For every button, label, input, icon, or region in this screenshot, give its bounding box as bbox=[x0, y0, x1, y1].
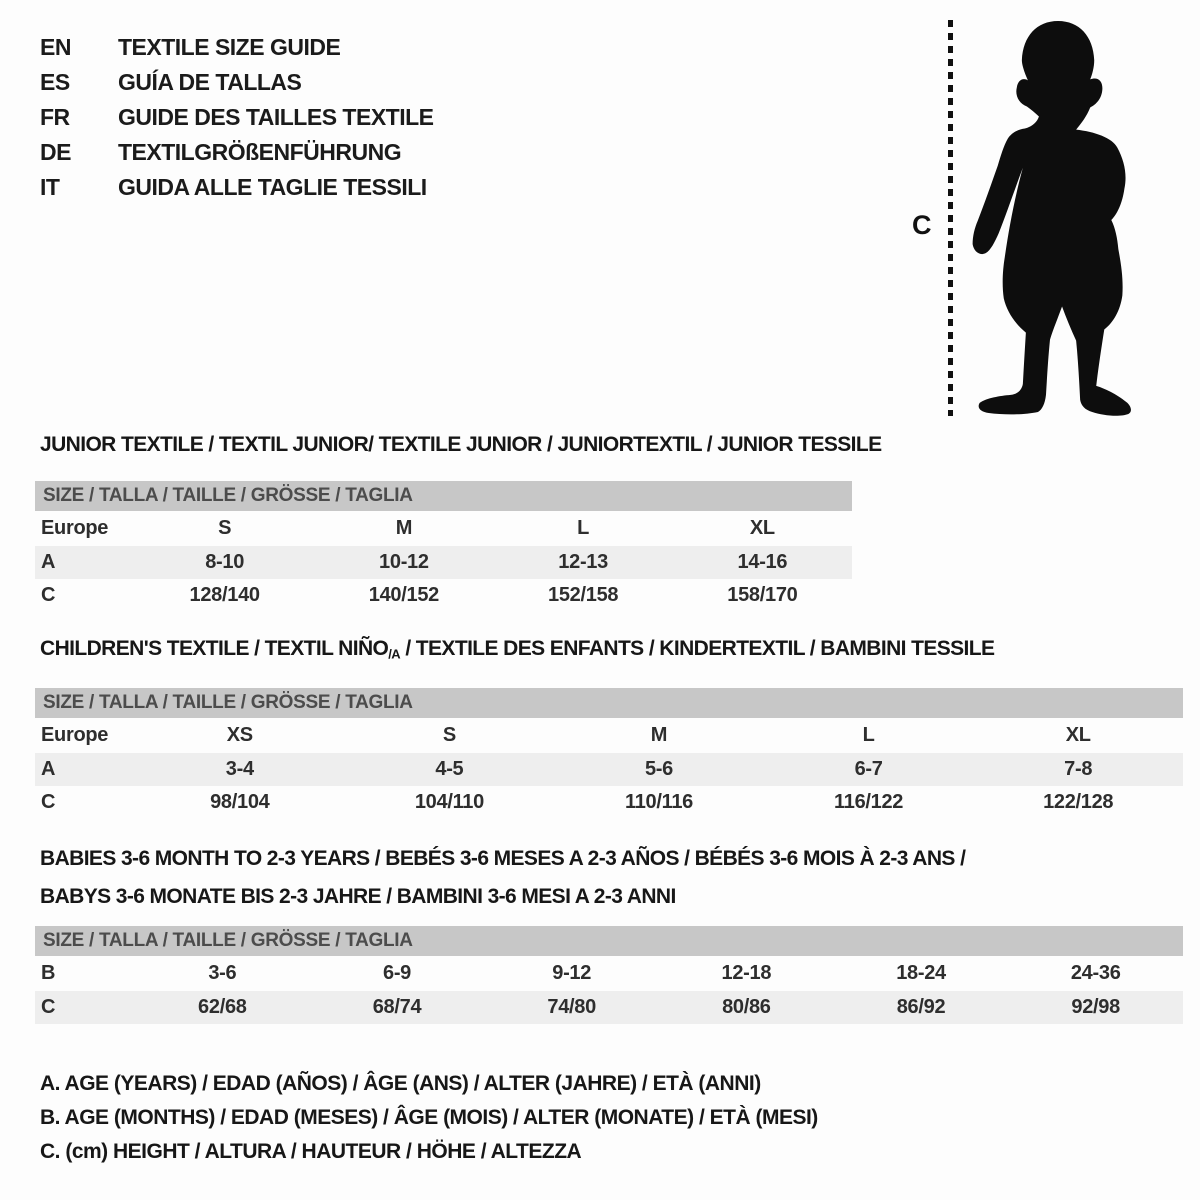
row-value: 12-18 bbox=[721, 962, 772, 984]
row-label: B bbox=[41, 962, 56, 984]
guide-title: GUIDA ALLE TAGLIE TESSILI bbox=[118, 174, 427, 200]
row-value: 128/140 bbox=[189, 584, 260, 606]
row-value: S bbox=[218, 517, 232, 539]
children-section-heading bbox=[40, 636, 994, 667]
guide-title: TEXTILGRÖßENFÜHRUNG bbox=[118, 139, 402, 165]
row-value: 104/110 bbox=[414, 791, 484, 813]
row-value: 4-5 bbox=[435, 758, 464, 780]
row-value: 5-6 bbox=[644, 758, 673, 780]
language-row bbox=[40, 135, 434, 170]
row-value: 12-13 bbox=[558, 551, 608, 573]
row-value: M bbox=[650, 724, 668, 746]
row-value: 10-12 bbox=[379, 551, 429, 573]
row-value: 9-12 bbox=[552, 962, 592, 984]
language-row bbox=[40, 30, 434, 65]
legend-age-years: A. AGE (YEARS) / EDAD (AÑOS) / ÂGE (ANS) / ALTER (JAHRE) / ETÀ (ANNI) bbox=[40, 1072, 761, 1095]
language-row bbox=[40, 170, 434, 205]
language-code: ES bbox=[40, 69, 70, 95]
row-value: 62/68 bbox=[198, 996, 247, 1018]
children-size-table bbox=[35, 688, 1183, 819]
table-row bbox=[35, 991, 1183, 1024]
row-label: C bbox=[41, 996, 56, 1018]
heading-subscript: /A bbox=[388, 646, 401, 662]
row-value: XS bbox=[226, 724, 253, 746]
row-value: 74/80 bbox=[547, 996, 596, 1018]
size-header-bar: SIZE / TALLA / TAILLE / GRÖSSE / TAGLIA bbox=[35, 481, 852, 511]
row-value: 7-8 bbox=[1064, 758, 1093, 780]
row-label: Europe bbox=[41, 517, 109, 539]
row-value: 14-16 bbox=[737, 551, 788, 573]
table-row bbox=[35, 786, 1183, 819]
row-value: 140/152 bbox=[368, 584, 439, 606]
heading-text: / TEXTILE DES ENFANTS / KINDERTEXTIL / BAMBINI TESSILE bbox=[400, 637, 995, 660]
language-row bbox=[40, 100, 434, 135]
row-value: 122/128 bbox=[1043, 791, 1114, 813]
row-value: XL bbox=[1065, 724, 1091, 746]
row-value: 3-4 bbox=[225, 758, 254, 780]
row-value: 24-36 bbox=[1070, 962, 1121, 984]
row-label: C bbox=[41, 791, 56, 813]
language-code: IT bbox=[40, 174, 60, 200]
row-value: S bbox=[442, 724, 456, 746]
table-row bbox=[35, 718, 1183, 753]
row-value: 92/98 bbox=[1071, 996, 1120, 1018]
row-label: A bbox=[41, 551, 56, 573]
row-value: L bbox=[862, 724, 875, 746]
row-value: 116/122 bbox=[834, 791, 904, 813]
row-value: 68/74 bbox=[372, 996, 422, 1018]
guide-title: GUIDE DES TAILLES TEXTILE bbox=[118, 104, 434, 130]
language-code: DE bbox=[40, 139, 71, 165]
table-row bbox=[35, 546, 852, 579]
language-code: EN bbox=[40, 34, 71, 60]
row-value: 8-10 bbox=[205, 551, 245, 573]
junior-size-table bbox=[35, 481, 852, 612]
babies-section-heading-line1: BABIES 3-6 MONTH TO 2-3 YEARS / BEBÉS 3-6 MESES A 2-3 AÑOS / BÉBÉS 3-6 MOIS À 2-3 ANS / bbox=[40, 847, 966, 870]
babies-section-heading-line2: BABYS 3-6 MONATE BIS 2-3 JAHRE / BAMBINI 3-6 MESI A 2-3 ANNI bbox=[40, 885, 676, 908]
row-value: 6-9 bbox=[383, 962, 412, 984]
language-title-list bbox=[40, 30, 434, 205]
row-value: 3-6 bbox=[208, 962, 237, 984]
row-label: A bbox=[41, 758, 56, 780]
table-row bbox=[35, 511, 852, 546]
table-rows bbox=[35, 718, 1183, 819]
guide-title: TEXTILE SIZE GUIDE bbox=[118, 34, 341, 60]
guide-title: GUÍA DE TALLAS bbox=[118, 69, 302, 95]
row-value: 152/158 bbox=[548, 584, 619, 606]
row-value: M bbox=[395, 517, 413, 539]
babies-size-table bbox=[35, 926, 1183, 1024]
language-row bbox=[40, 65, 434, 100]
table-rows bbox=[35, 956, 1183, 1024]
legend-age-months: B. AGE (MONTHS) / EDAD (MESES) / ÂGE (MOIS) / ALTER (MONATE) / ETÀ (MESI) bbox=[40, 1106, 818, 1129]
row-value: 86/92 bbox=[896, 996, 946, 1018]
table-row bbox=[35, 956, 1183, 991]
table-row bbox=[35, 753, 1183, 786]
legend-height-cm: C. (cm) HEIGHT / ALTURA / HAUTEUR / HÖHE / ALTEZZA bbox=[40, 1140, 582, 1163]
row-value: 6-7 bbox=[854, 758, 883, 780]
size-header-bar: SIZE / TALLA / TAILLE / GRÖSSE / TAGLIA bbox=[35, 688, 1183, 718]
heading-text: CHILDREN'S TEXTILE / TEXTIL NIÑO bbox=[40, 637, 389, 660]
row-value: 110/116 bbox=[624, 791, 693, 813]
size-header-bar: SIZE / TALLA / TAILLE / GRÖSSE / TAGLIA bbox=[35, 926, 1183, 956]
language-code: FR bbox=[40, 104, 70, 130]
toddler-silhouette-icon bbox=[962, 16, 1138, 418]
height-measure-label: C bbox=[912, 210, 932, 240]
junior-section-heading: JUNIOR TEXTILE / TEXTIL JUNIOR/ TEXTILE JUNIOR / JUNIORTEXTIL / JUNIOR TESSILE bbox=[40, 433, 882, 456]
row-value: XL bbox=[749, 517, 775, 539]
row-value: L bbox=[577, 517, 590, 539]
table-rows bbox=[35, 511, 852, 612]
row-value: 18-24 bbox=[896, 962, 946, 984]
row-value: 158/170 bbox=[727, 584, 798, 606]
table-row bbox=[35, 579, 852, 612]
row-value: 98/104 bbox=[210, 791, 270, 813]
row-label: Europe bbox=[41, 724, 109, 746]
height-measure-dashed-line bbox=[948, 20, 953, 416]
row-label: C bbox=[41, 584, 56, 606]
row-value: 80/86 bbox=[722, 996, 771, 1018]
